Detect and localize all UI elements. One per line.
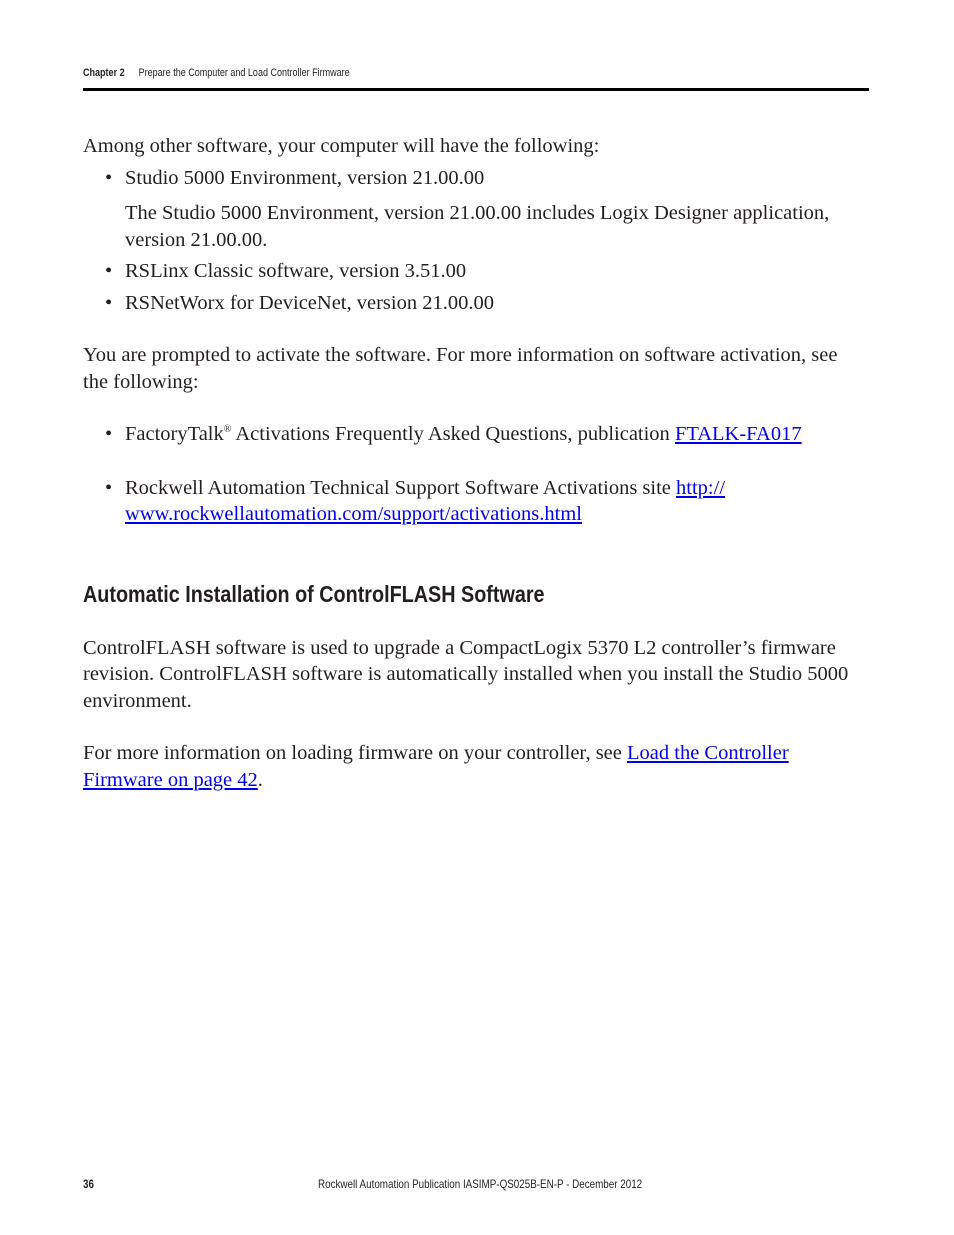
activations-link-part1: http:// <box>676 476 726 499</box>
list-item <box>83 258 863 285</box>
chapter-label: Chapter 2 <box>83 67 125 79</box>
sentence-end: . <box>257 768 263 791</box>
bullet: • <box>105 260 113 282</box>
registered-mark: ® <box>223 424 232 435</box>
activation-site-text: Rockwell Automation Technical Support Software Activations site <box>125 476 677 499</box>
publication-footer: Rockwell Automation Publication IASIMP-QS025B-EN-P - December 2012 <box>318 1177 643 1191</box>
software-item-studio: Studio 5000 Environment, version 21.00.00 <box>125 166 485 189</box>
ftalk-fa017-link[interactable]: FTALK-FA017 <box>674 423 802 445</box>
bullet: • <box>105 291 113 314</box>
bullet: • <box>105 166 113 189</box>
firmware-link-part1: Load the Controller <box>627 742 789 764</box>
activation-list <box>83 421 863 528</box>
list-item <box>83 421 863 448</box>
activation-paragraph: You are prompted to activate the software. For more information on software activation, see the following: <box>83 344 838 393</box>
chapter-title: Prepare the Computer and Load Controller Firmware <box>138 67 350 79</box>
firmware-link-part2: Firmware on page 42 <box>83 768 258 791</box>
page-content <box>83 133 863 793</box>
page-number: 36 <box>83 1177 94 1191</box>
list-item <box>83 290 863 317</box>
more-info-paragraph <box>83 740 863 793</box>
controlflash-paragraph: ControlFLASH software is used to upgrade a CompactLogix 5370 L2 controller’s firmware revision. ControlFLASH software is automatically installed when you install the Studio 5000 environment. <box>83 636 849 712</box>
running-header <box>83 67 350 79</box>
software-item-rslinx: RSLinx Classic software, version 3.51.00 <box>125 260 467 282</box>
factorytalk-brand: FactoryTalk <box>125 423 224 445</box>
section-heading: Automatic Installation of ControlFLASH Software <box>83 580 545 607</box>
studio-note: The Studio 5000 Environment, version 21.00.00 includes Logix Designer application, version 21.00.00. <box>125 202 830 251</box>
activations-link-part2: www.rockwellautomation.com/support/activations.html <box>125 503 582 525</box>
software-item-rsnetworx: RSNetWorx for DeviceNet, version 21.00.00 <box>125 291 494 314</box>
intro-paragraph: Among other software, your computer will have the following: <box>83 135 600 157</box>
faq-text: Activations Frequently Asked Questions, publication <box>231 423 675 445</box>
software-list <box>83 165 863 192</box>
bullet: • <box>105 476 113 499</box>
header-rule <box>83 88 869 91</box>
list-item <box>83 475 863 528</box>
bullet: • <box>105 423 113 445</box>
more-info-text: For more information on loading firmware on your controller, see <box>83 742 627 764</box>
software-list-continued <box>83 258 863 316</box>
list-item <box>83 165 863 192</box>
